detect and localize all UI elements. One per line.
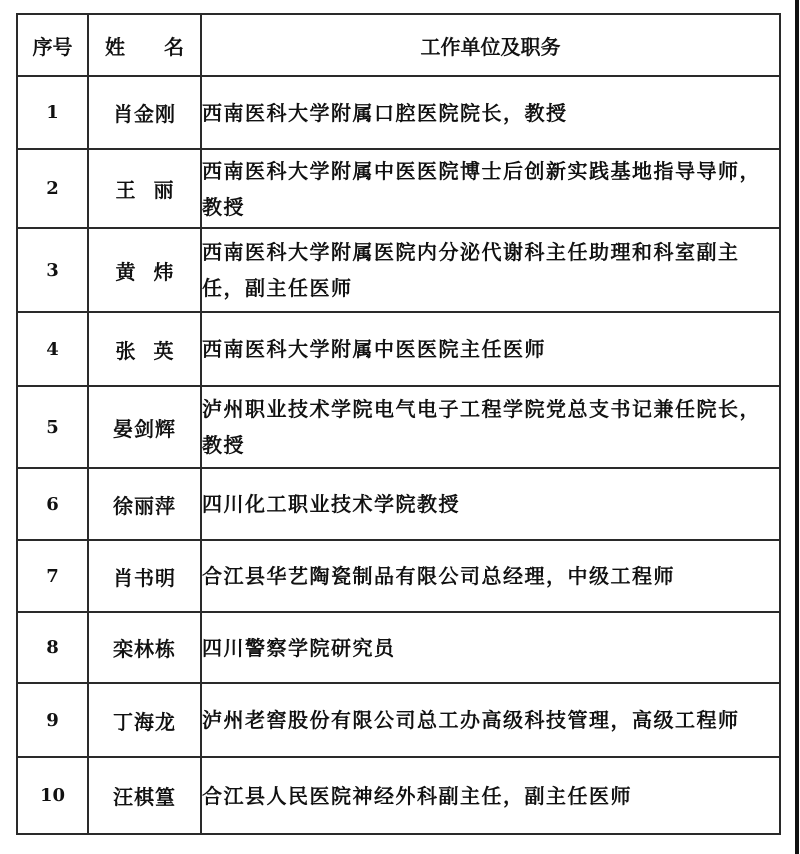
- table-row: [17, 76, 780, 149]
- row-organization: 西南医科大学附属医院内分泌代谢科主任助理和科室副主任，副主任医师: [201, 228, 780, 312]
- row-number: 1: [17, 76, 88, 149]
- row-name: 汪棋篁: [88, 757, 201, 834]
- table-row: [17, 757, 780, 834]
- row-organization: 西南医科大学附属中医医院主任医师: [201, 312, 780, 386]
- table-row: [17, 228, 780, 312]
- row-name: 晏剑辉: [88, 386, 201, 468]
- row-number: 6: [17, 468, 88, 540]
- table-row: [17, 612, 780, 683]
- row-number: 2: [17, 149, 88, 228]
- row-organization: 四川化工职业技术学院教授: [201, 468, 780, 540]
- page-edge-bar: [795, 0, 799, 854]
- row-organization: 泸州老窖股份有限公司总工办高级科技管理，高级工程师: [201, 683, 780, 757]
- row-organization: 泸州职业技术学院电气电子工程学院党总支书记兼任院长，教授: [201, 386, 780, 468]
- table-row: [17, 386, 780, 468]
- row-number: 9: [17, 683, 88, 757]
- row-organization: 合江县华艺陶瓷制品有限公司总经理，中级工程师: [201, 540, 780, 612]
- table-row: [17, 683, 780, 757]
- row-name: 栾林栋: [88, 612, 201, 683]
- row-name: 徐丽萍: [88, 468, 201, 540]
- row-number: 10: [17, 757, 88, 834]
- row-number: 8: [17, 612, 88, 683]
- table-row: [17, 149, 780, 228]
- row-name: 肖金刚: [88, 76, 201, 149]
- header-number: 序号: [17, 14, 88, 76]
- row-organization: 四川警察学院研究员: [201, 612, 780, 683]
- row-organization: 西南医科大学附属中医医院博士后创新实践基地指导导师，教授: [201, 149, 780, 228]
- roster-table: [16, 13, 781, 835]
- table-row: [17, 312, 780, 386]
- row-name: 丁海龙: [88, 683, 201, 757]
- row-organization: 合江县人民医院神经外科副主任，副主任医师: [201, 757, 780, 834]
- row-name: 黄炜: [88, 228, 201, 312]
- table-row: [17, 540, 780, 612]
- header-row: [17, 14, 780, 76]
- row-number: 4: [17, 312, 88, 386]
- header-name: 姓 名: [88, 14, 201, 76]
- table-row: [17, 468, 780, 540]
- row-name: 王丽: [88, 149, 201, 228]
- row-number: 5: [17, 386, 88, 468]
- row-organization: 西南医科大学附属口腔医院院长，教授: [201, 76, 780, 149]
- row-number: 7: [17, 540, 88, 612]
- row-name: 张英: [88, 312, 201, 386]
- row-name: 肖书明: [88, 540, 201, 612]
- header-organization: 工作单位及职务: [201, 14, 780, 76]
- row-number: 3: [17, 228, 88, 312]
